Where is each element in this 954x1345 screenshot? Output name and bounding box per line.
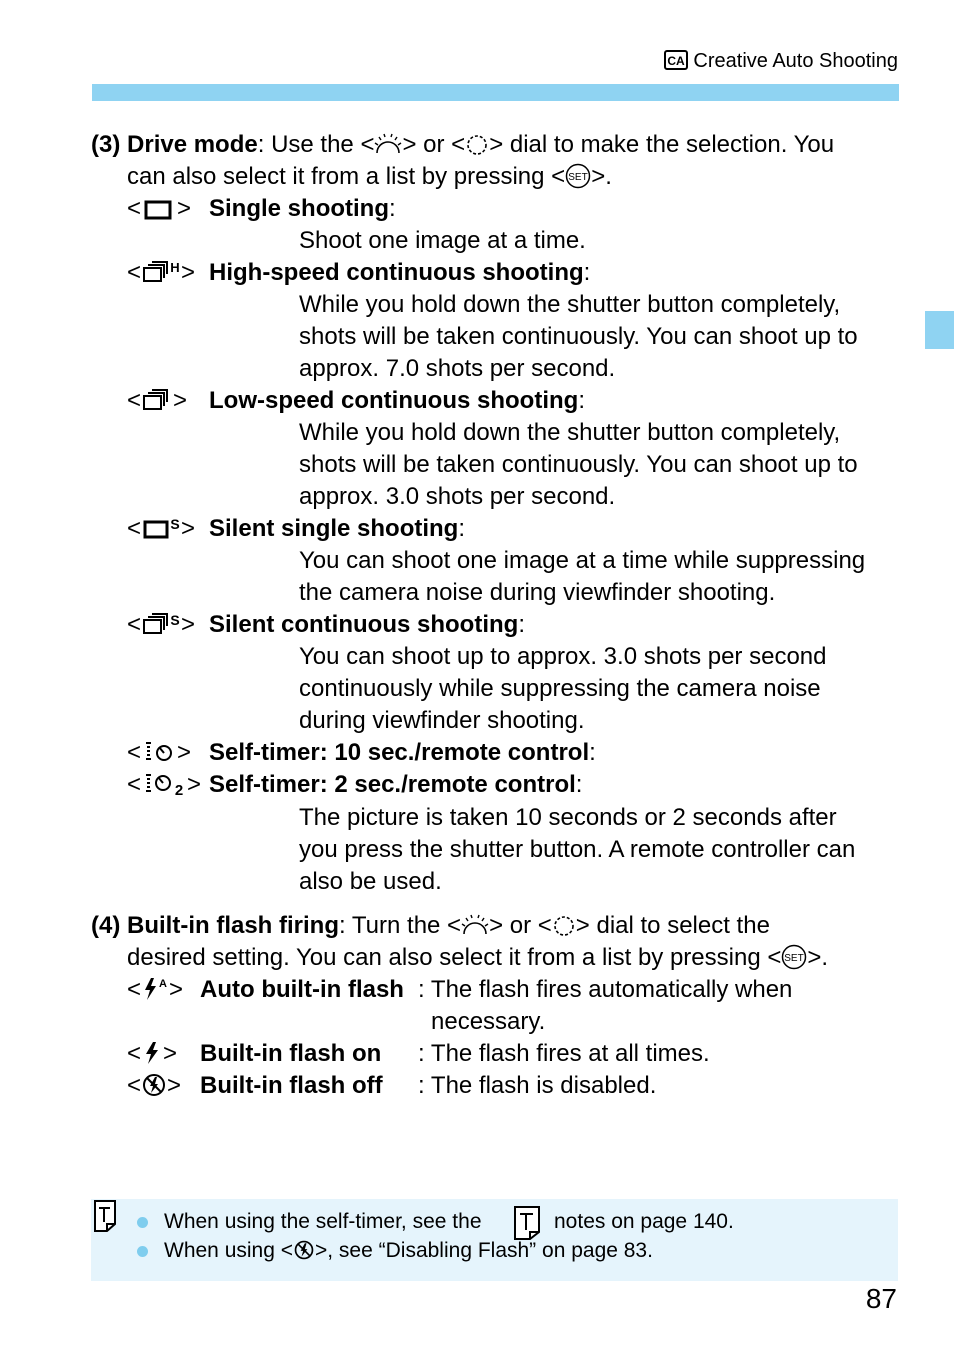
drive-item: < H > <box>127 257 195 294</box>
flash-item-desc: necessary. <box>431 1008 546 1035</box>
svg-text:S: S <box>170 612 180 628</box>
section3-text: >. <box>591 163 612 190</box>
drive-item-desc: during viewfinder shooting. <box>299 707 585 734</box>
drive-item-desc: the camera noise during viewfinder shooting. <box>299 579 776 606</box>
section3-number: (3) <box>91 131 121 158</box>
flash-item-label: Built-in flash on <box>200 1040 382 1067</box>
page-number: 87 <box>865 1283 897 1314</box>
note-bullet <box>137 1246 148 1257</box>
drive-item-desc: continuously while suppressing the camera noise <box>299 675 821 702</box>
header-title: Creative Auto Shooting <box>693 50 898 72</box>
section4-text: > dial to select the <box>575 912 770 939</box>
drive-item-label: Silent single shooting: <box>209 515 466 542</box>
svg-text:SET: SET <box>568 172 588 183</box>
drive-item-label: Silent continuous shooting: <box>209 611 525 638</box>
flash-item-desc: : The flash fires at all times. <box>418 1040 710 1067</box>
section3-text: > or < <box>402 131 466 158</box>
drive-item-desc: You can shoot one image at a time while suppressing <box>299 547 866 574</box>
section3-text: > dial to make the selection. You <box>489 131 835 158</box>
section4-text: desired setting. You can also select it from a list by pressing < <box>127 944 782 971</box>
drive-item-desc: You can shoot up to approx. 3.0 shots per second <box>299 643 827 670</box>
section4-text: > or < <box>489 912 552 939</box>
section4-number: (4) <box>91 912 121 939</box>
single-shooting-icon <box>141 197 177 230</box>
drive-item-label: Low-speed continuous shooting: <box>209 387 585 414</box>
drive-item: < S > <box>127 513 195 550</box>
drive-item-desc: shots will be taken continuously. You can shoot up to <box>299 451 858 478</box>
flash-item: < > <box>127 1070 181 1107</box>
drive-item-desc: approx. 7.0 shots per second. <box>299 355 616 382</box>
drive-item-desc: Shoot one image at a time. <box>299 227 586 254</box>
chapter-tab <box>925 311 954 349</box>
section3-text: : Use the < <box>257 131 375 158</box>
svg-text:A: A <box>159 978 167 990</box>
drive-item-desc: The picture is taken 10 seconds or 2 seconds after <box>299 804 837 831</box>
flash-item: < > <box>127 1038 177 1075</box>
drive-item-desc: While you hold down the shutter button completely, <box>299 419 841 446</box>
section4-text: >. <box>807 944 829 971</box>
flash-item-desc: : The flash is disabled. <box>418 1072 657 1099</box>
flash-off-icon <box>293 1239 315 1269</box>
drive-item-label: Self-timer: 2 sec./remote control: <box>209 771 583 798</box>
drive-item: < S > <box>127 609 195 646</box>
drive-item-desc: also be used. <box>299 868 442 895</box>
note-item: When using < >, see “Disabling Flash” on page 83. <box>164 1237 653 1269</box>
flash-item-desc: : The flash fires automatically when <box>418 976 793 1003</box>
high-speed-continuous-icon <box>141 259 181 294</box>
drive-item-desc: you press the shutter button. A remote controller can <box>299 836 856 863</box>
drive-item: < > <box>127 737 191 774</box>
drive-item-label: Self-timer: 10 sec./remote control: <box>209 739 596 766</box>
header-bar <box>92 84 899 101</box>
note-item: When using the self-timer, see the <box>164 1210 482 1233</box>
drive-item: < 2 > <box>127 769 201 806</box>
silent-continuous-icon <box>141 611 181 646</box>
drive-item-label: Single shooting: <box>209 195 396 222</box>
memo-icon <box>93 1200 117 1237</box>
self-timer-2-icon <box>141 771 187 806</box>
page-header <box>664 48 898 77</box>
section3-text: can also select it from a list by pressing < <box>127 163 566 190</box>
drive-item-desc: shots will be taken continuously. You can shoot up to <box>299 323 858 350</box>
note-item-continued: notes on page 140. <box>554 1210 734 1233</box>
flash-item-label: Auto built-in flash <box>200 976 404 1003</box>
set-button-icon <box>565 163 591 198</box>
auto-flash-icon <box>141 976 169 1011</box>
drive-item-desc: approx. 3.0 shots per second. <box>299 483 616 510</box>
flash-item-label: Built-in flash off <box>200 1072 383 1099</box>
svg-text:H: H <box>170 260 180 275</box>
svg-text:S: S <box>170 516 180 532</box>
low-speed-continuous-icon <box>141 387 173 422</box>
drive-item: < > <box>127 193 191 230</box>
section4-text: : Turn the < <box>339 912 462 939</box>
svg-text:2: 2 <box>174 782 184 797</box>
silent-single-icon <box>141 515 181 550</box>
flash-off-icon <box>141 1072 167 1107</box>
note-bullet <box>137 1217 148 1228</box>
svg-text:CA: CA <box>667 54 685 68</box>
drive-item-desc: While you hold down the shutter button completely, <box>299 291 841 318</box>
svg-text:SET: SET <box>784 953 805 964</box>
section3-title: Drive mode <box>127 131 258 158</box>
ca-mode-icon <box>664 50 688 77</box>
drive-item: < > <box>127 385 187 422</box>
drive-item-label: High-speed continuous shooting: <box>209 259 591 286</box>
section4-title: Built-in flash firing <box>127 912 339 939</box>
flash-item: < A > <box>127 974 183 1011</box>
